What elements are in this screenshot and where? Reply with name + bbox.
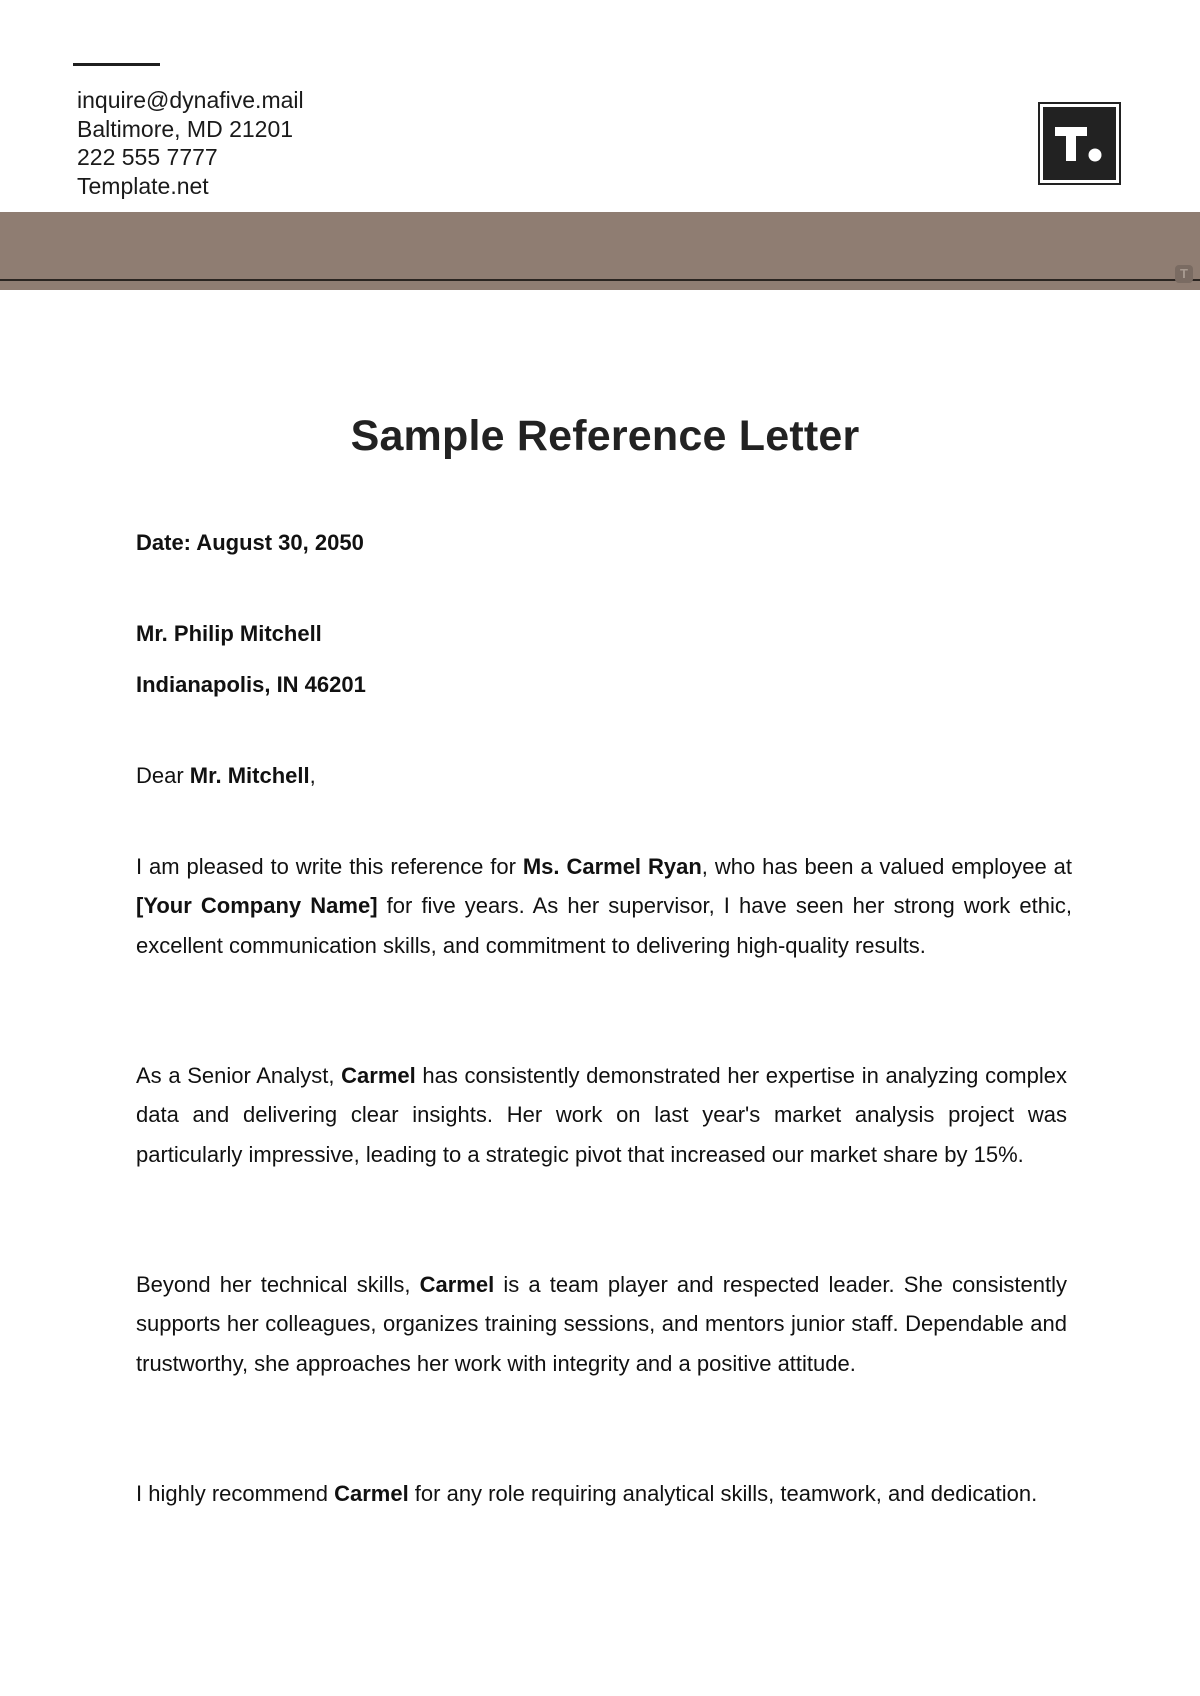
paragraph-2-text-c: has consistently demonstrated her expertise in analyzing complex data and delivering clear insights. Her work on last year's market analysis project was particularly impressive, leading to a strategic pivot that increased our market share by 15%. <box>136 1063 1067 1167</box>
paragraph-1 <box>136 847 1072 965</box>
logo-mark-icon <box>1043 107 1116 180</box>
paragraph-3 <box>136 1265 1067 1383</box>
salutation <box>136 763 316 789</box>
salutation-name: Mr. Mitchell <box>189 763 310 788</box>
candidate-first-name: Carmel <box>419 1272 495 1297</box>
paragraph-2-text-a: As a Senior Analyst, <box>136 1063 342 1088</box>
contact-website[interactable]: Template.net <box>77 172 209 199</box>
recipient-address: Indianapolis, IN 46201 <box>136 672 366 697</box>
contact-phone[interactable]: 222 555 7777 <box>77 144 218 170</box>
header-accent-rule <box>73 63 160 66</box>
candidate-first-name: Carmel <box>334 1481 409 1506</box>
paragraph-4-text-c: for any role requiring analytical skills, teamwork, and dedication. <box>408 1481 1038 1506</box>
recipient-name: Mr. Philip Mitchell <box>136 621 322 646</box>
paragraph-4-text-a: I highly recommend <box>136 1481 335 1506</box>
paragraph-1-text-e: for five years. As her supervisor, I have seen her strong work ethic, excellent communication skills, and commitment to delivering high-quality results. <box>136 893 1072 958</box>
letter-date: Date: August 30, 2050 <box>136 530 364 555</box>
candidate-name: Ms. Carmel Ryan <box>522 854 702 879</box>
paragraph-3-text-a: Beyond her technical skills, <box>136 1272 420 1297</box>
salutation-suffix: , <box>309 763 316 788</box>
paragraph-1-text-a: I am pleased to write this reference for <box>136 854 523 879</box>
contact-email[interactable]: inquire@dynafive.mail <box>77 87 304 113</box>
company-name-placeholder: [Your Company Name] <box>136 893 378 919</box>
paragraph-4 <box>136 1474 1067 1513</box>
paragraph-1-text-c: , who has been a valued employee at <box>701 854 1072 879</box>
watermark-logo-icon: T <box>1175 265 1193 283</box>
header-band-line <box>0 279 1200 281</box>
paragraph-2 <box>136 1056 1067 1174</box>
contact-block <box>77 86 304 200</box>
page-title: Sample Reference Letter <box>350 412 860 460</box>
logo-t-dot-icon <box>1049 113 1111 175</box>
candidate-first-name: Carmel <box>341 1063 416 1088</box>
paragraph-3-text-c: is a team player and respected leader. She consistently supports her colleagues, organizes training sessions, and mentors junior staff. Dependable and trustworthy, she approaches her work with integrity and a positive attitude. <box>136 1272 1067 1376</box>
company-logo <box>1038 102 1121 185</box>
salutation-prefix: Dear <box>136 763 190 788</box>
contact-address: Baltimore, MD 21201 <box>77 115 294 142</box>
